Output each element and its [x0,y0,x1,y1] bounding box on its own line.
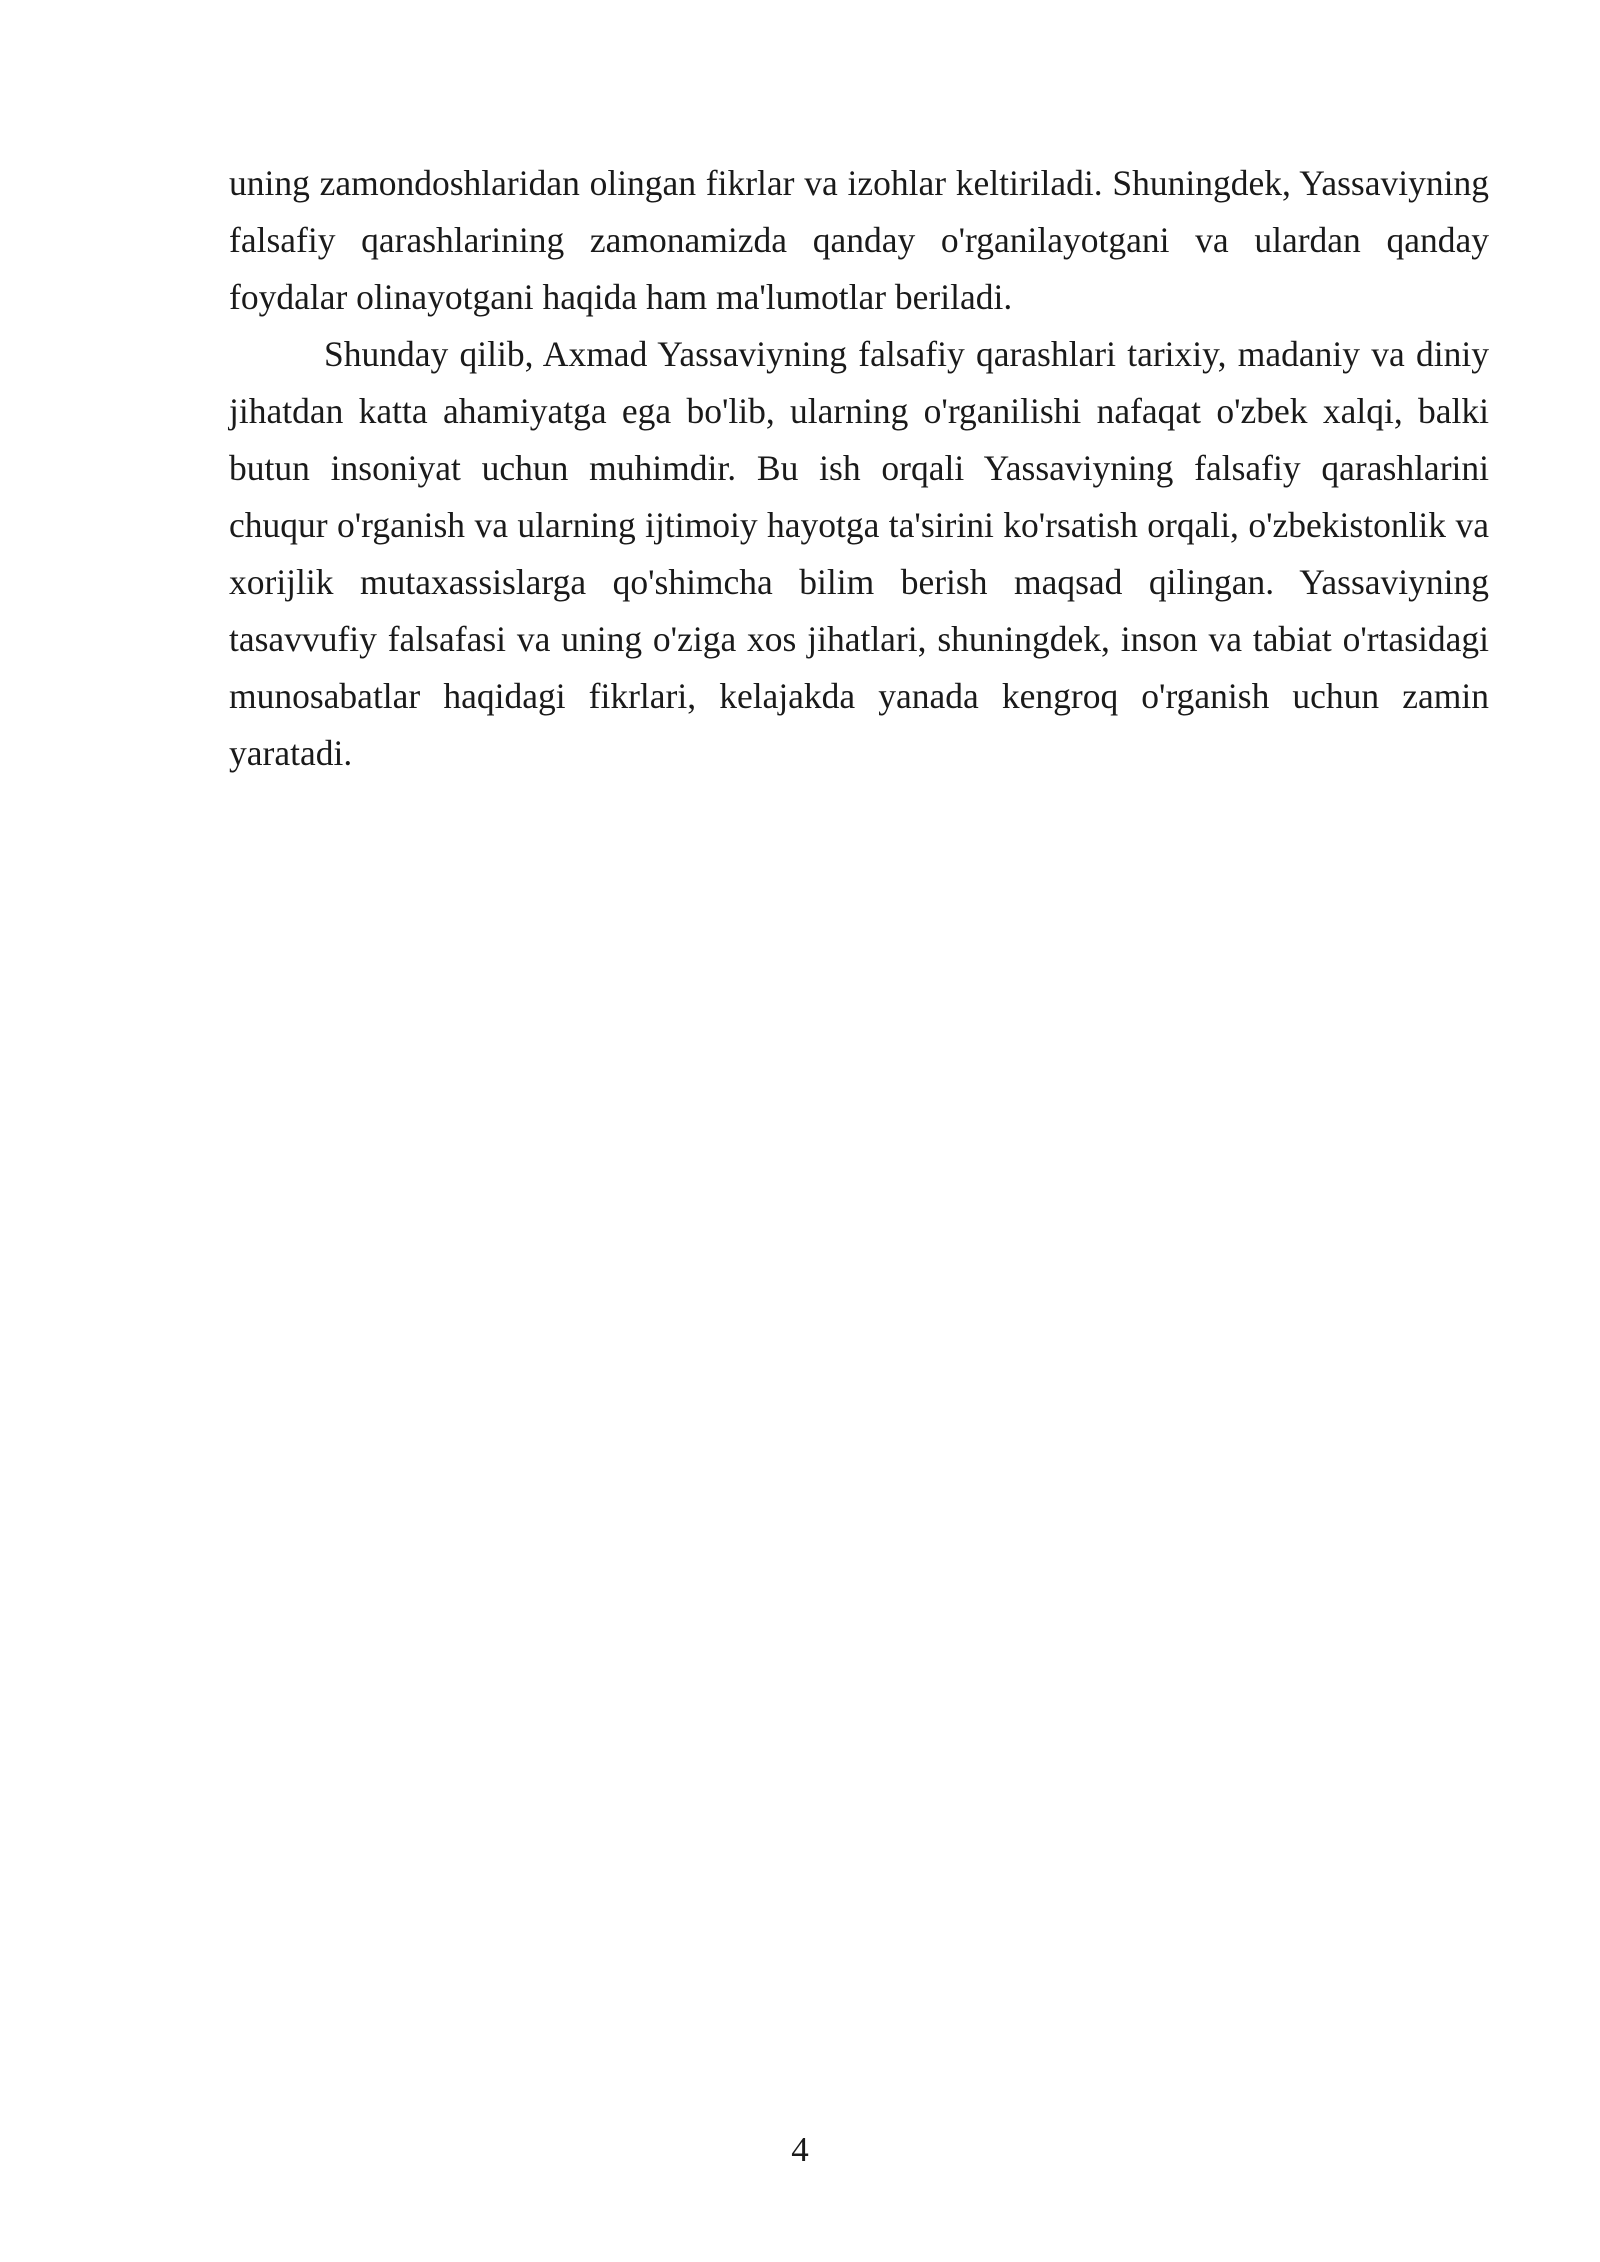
page-number: 4 [791,2130,809,2169]
paragraph-continuation: uning zamondoshlaridan olingan fikrlar va izohlar keltiriladi. Shuningdek, Yassaviyning falsafiy qarashlarining zamonamizda qanday o'rganilayotgani va ulardan qanday foydalar olinayotgani haqida ham ma'lumotlar beriladi. [229,163,1489,317]
body-text [229,155,1489,782]
paragraph-conclusion: Shunday qilib, Axmad Yassaviyning falsafiy qarashlari tarixiy, madaniy va diniy jihatdan katta ahamiyatga ega bo'lib, ularning o'rganilishi nafaqat o'zbek xalqi, balki butun insoniyat uchun muhimdir. Bu ish orqali Yassaviyning falsafiy qarashlarini chuqur o'rganish va ularning ijtimoiy hayotga ta'sirini ko'rsatish orqali, o'zbekistonlik va xorijlik mutaxassislarga qo'shimcha bilim berish maqsad qilingan. Yassaviyning tasavvufiy falsafasi va uning o'ziga xos jihatlari, shuningdek, inson va tabiat o'rtasidagi munosabatlar haqidagi fikrlari, kelajakda yanada kengroq o'rganish uchun zamin yaratadi. [229,334,1489,773]
